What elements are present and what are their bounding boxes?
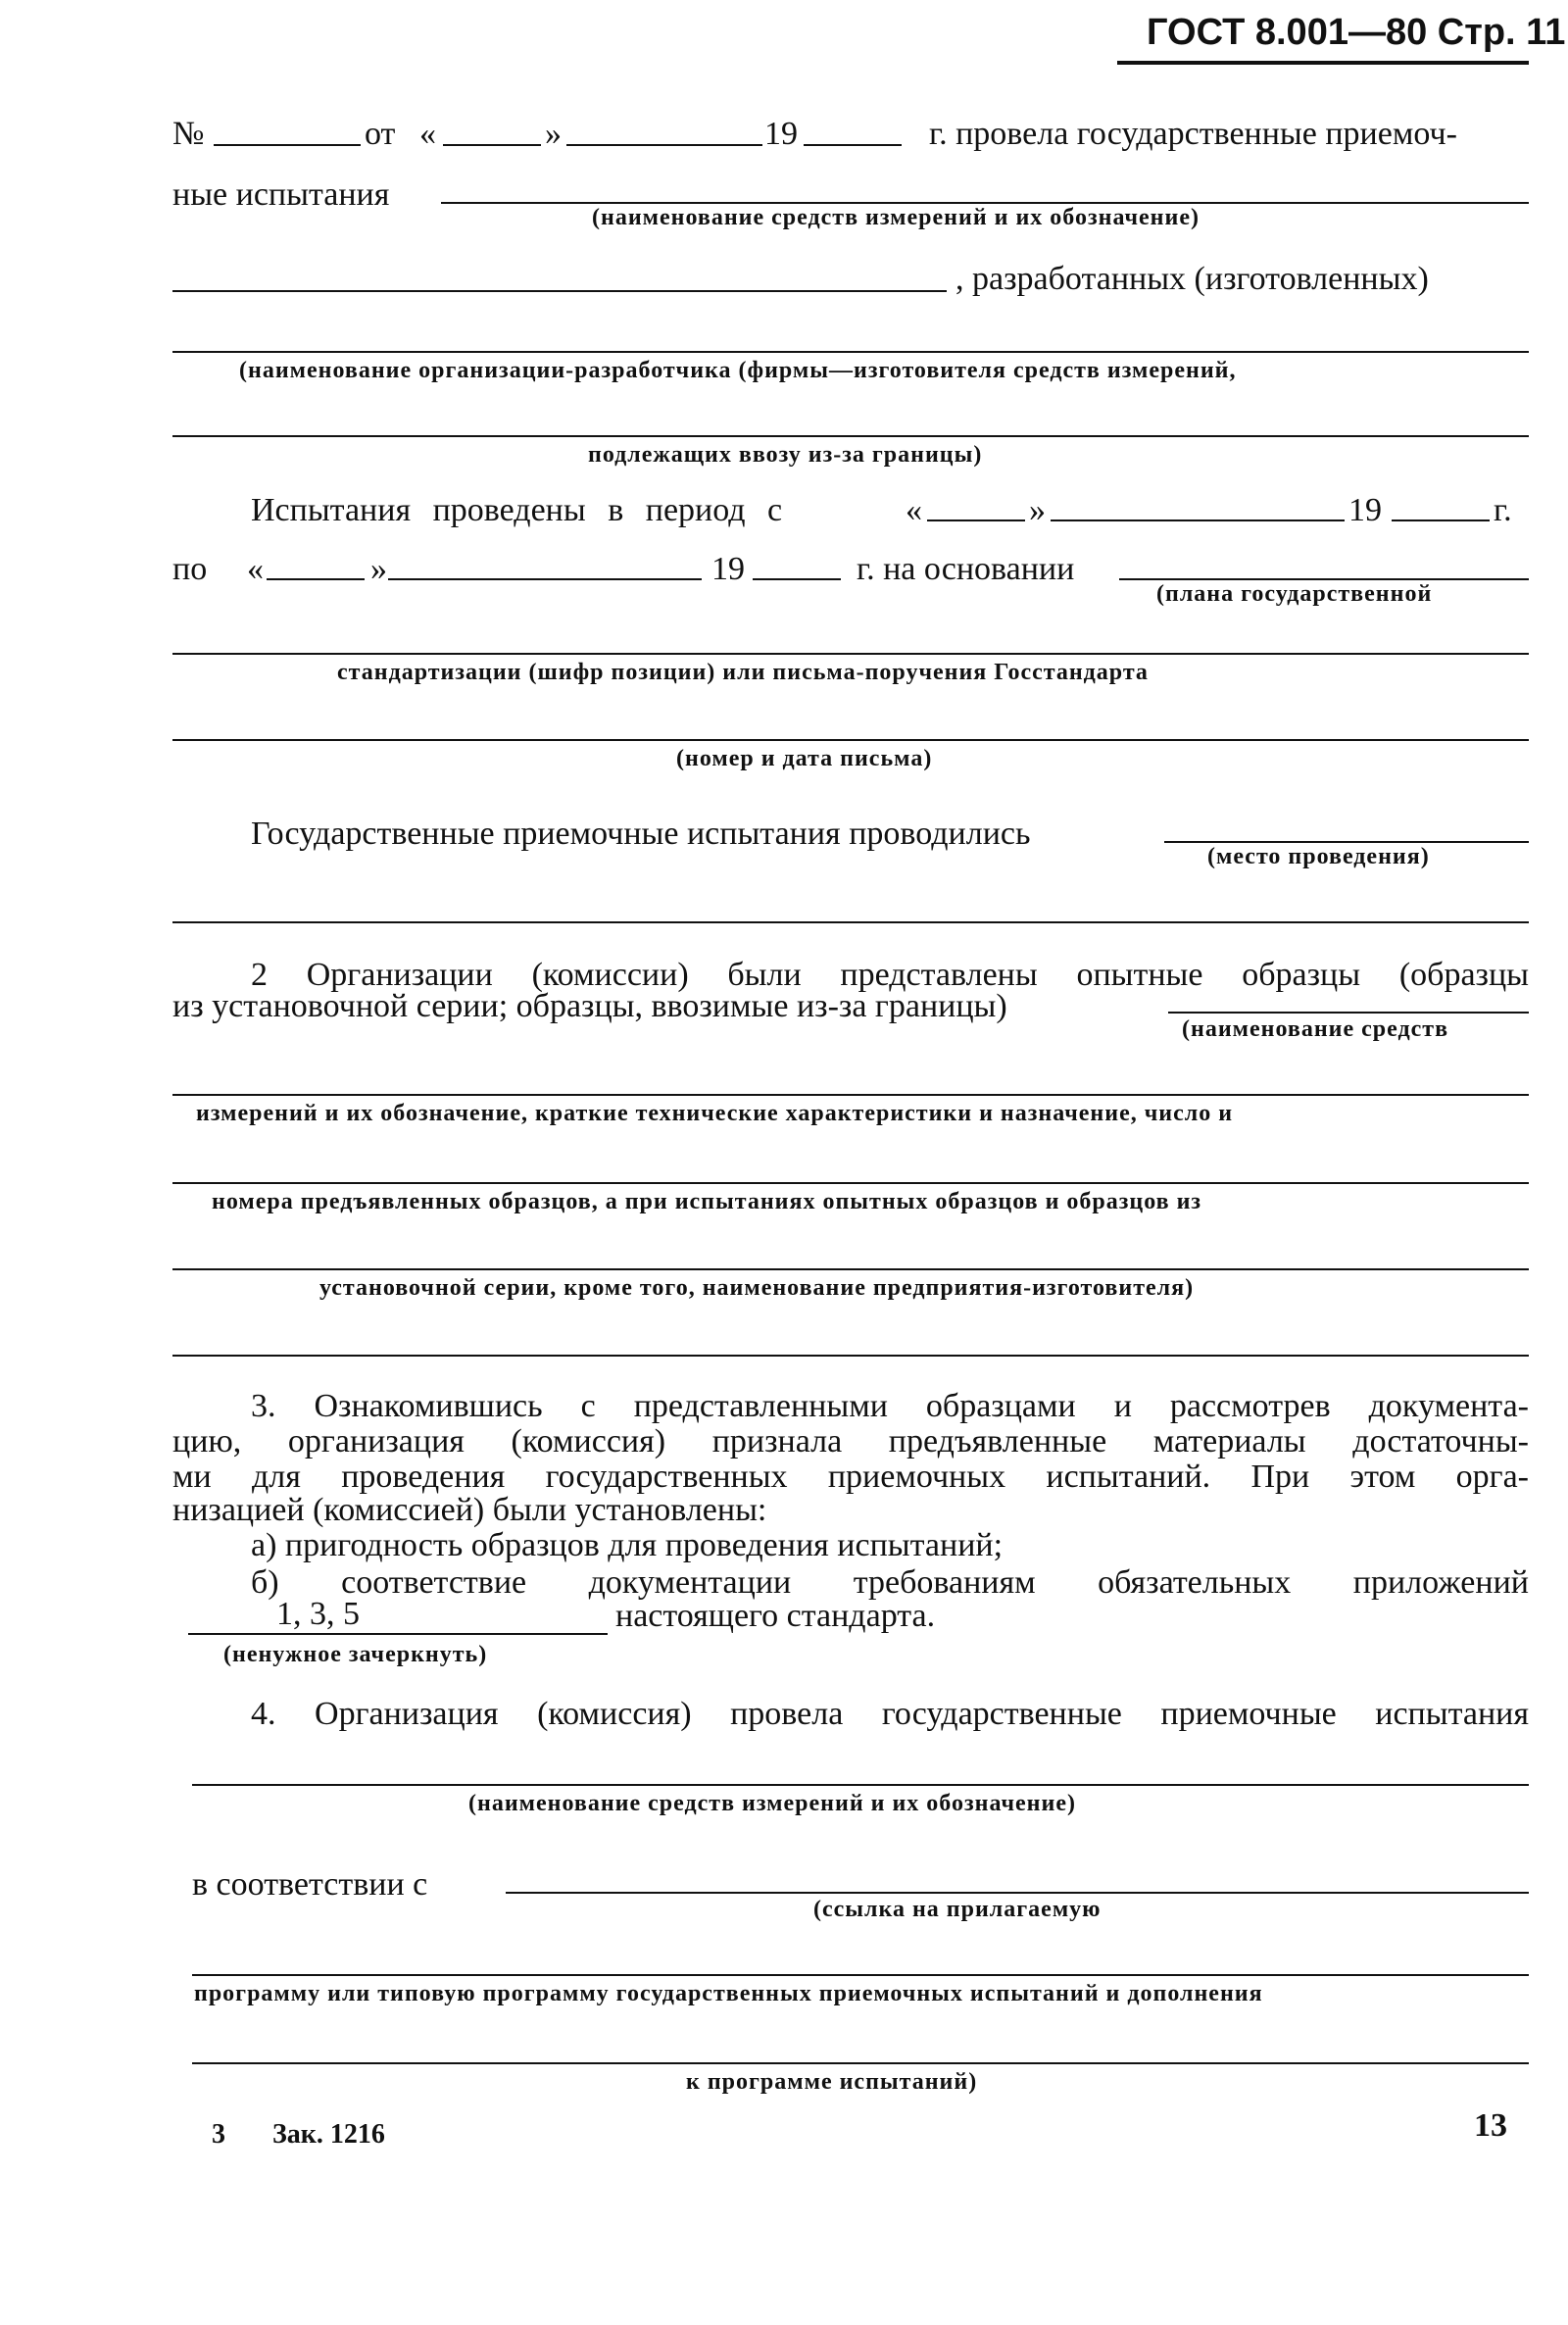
- period-text-2: г. на основании: [857, 551, 1075, 587]
- period-start-year-prefix: 19: [1348, 492, 1382, 528]
- period-text: Испытания проведены в период с: [251, 492, 783, 528]
- day-field[interactable]: [443, 144, 541, 146]
- period-start-month-field[interactable]: [1051, 519, 1345, 521]
- year-prefix: 19: [764, 116, 798, 152]
- period-quote-open: «: [906, 492, 922, 528]
- program-field-3[interactable]: [192, 2062, 1529, 2064]
- samples-field[interactable]: [1168, 1012, 1529, 1014]
- page-number: 13: [1474, 2107, 1507, 2144]
- item3-point-a: а) пригодность образцов для проведения испытаний;: [251, 1527, 1004, 1563]
- samples-field-2[interactable]: [172, 1094, 1529, 1096]
- standard-text: настоящего стандарта.: [615, 1598, 936, 1634]
- header-rule: [1117, 61, 1529, 65]
- place-field[interactable]: [1164, 841, 1529, 843]
- caption-characteristics: измерений и их обозначение, краткие технические характеристики и назначение, число и: [196, 1101, 1234, 1126]
- intro-text-3: , разработанных (изготовленных): [956, 261, 1429, 297]
- caption-program-ref: (ссылка на прилагаемую: [813, 1897, 1102, 1922]
- period-end-year-field[interactable]: [753, 578, 841, 580]
- item3-line-4: низацией (комиссией) были установлены:: [172, 1492, 767, 1528]
- caption-plan: (плана государственной: [1156, 581, 1433, 607]
- caption-developer: (наименование организации-разработчика (фирмы—изготовителя средств измерений,: [239, 358, 1237, 383]
- intro-text-2: ные испытания: [172, 176, 390, 213]
- period-quote-close: »: [1029, 492, 1046, 528]
- annexes-list: 1, 3, 5: [276, 1596, 360, 1632]
- basis-field[interactable]: [1119, 578, 1529, 580]
- caption-manufacturer: установочной серии, кроме того, наименование предприятия-изготовителя): [319, 1275, 1195, 1301]
- caption-item4-instrument: (наименование средств измерений и их обозначение): [468, 1791, 1076, 1816]
- period-end-month-field[interactable]: [388, 578, 702, 580]
- caption-samples: (наименование средств: [1182, 1016, 1449, 1042]
- month-field[interactable]: [566, 144, 762, 146]
- period-g: г.: [1494, 492, 1512, 528]
- quote-close: »: [545, 116, 562, 152]
- period-end-year-prefix: 19: [711, 551, 745, 587]
- developer-field-2[interactable]: [172, 435, 1529, 437]
- item3-line-3: ми для проведения государственных приемочных испытаний. При этом орга-: [172, 1459, 1529, 1495]
- annexes-field[interactable]: [188, 1633, 608, 1635]
- footer-order-number: Зак. 1216: [272, 2119, 385, 2150]
- running-title: ГОСТ 8.001—80 Стр. 11: [1147, 12, 1566, 53]
- caption-sample-numbers: номера предъявленных образцов, а при испытаниях опытных образцов и образцов из: [212, 1189, 1202, 1214]
- caption-instrument-name: (наименование средств измерений и их обозначение): [592, 205, 1200, 230]
- item2-line-1: 2 Организации (комиссии) были представлены опытные образцы (образцы: [251, 957, 1529, 993]
- place-field-2[interactable]: [172, 921, 1529, 923]
- program-field-2[interactable]: [192, 1974, 1529, 1976]
- footer-sheet-number: 3: [212, 2119, 225, 2150]
- period-end-day-field[interactable]: [267, 578, 365, 580]
- period-quote-open-2: «: [247, 551, 264, 587]
- instrument-name-field[interactable]: [441, 202, 1529, 204]
- item4-instrument-field[interactable]: [192, 1784, 1529, 1786]
- caption-program: программу или типовую программу государственных приемочных испытаний и дополнения: [194, 1981, 1263, 2006]
- period-quote-close-2: »: [370, 551, 387, 587]
- item2-line-2: из установочной серии; образцы, ввозимые из-за границы): [172, 988, 1007, 1024]
- item3-line-2: цию, организация (комиссия) признала предъявленные материалы достаточны-: [172, 1423, 1529, 1459]
- item4-text-2: в соответствии с: [192, 1866, 428, 1903]
- instrument-name-field-2[interactable]: [172, 290, 947, 292]
- developer-field[interactable]: [172, 351, 1529, 353]
- samples-field-5[interactable]: [172, 1355, 1529, 1357]
- item3-line-1: 3. Ознакомившись с представленными образцами и рассмотрев документа-: [251, 1388, 1529, 1424]
- letter-field[interactable]: [172, 739, 1529, 741]
- number-sign: №: [172, 116, 205, 152]
- item3-point-b: б) соответствие документации требованиям обязательных приложений: [251, 1564, 1529, 1601]
- place-text: Государственные приемочные испытания проводились: [251, 816, 1031, 852]
- caption-letter: (номер и дата письма): [676, 746, 933, 771]
- period-to-label: по: [172, 551, 208, 587]
- caption-standardization: стандартизации (шифр позиции) или письма-поручения Госстандарта: [337, 660, 1149, 685]
- intro-text-1: г. провела государственные приемоч-: [929, 116, 1457, 152]
- samples-field-3[interactable]: [172, 1182, 1529, 1184]
- quote-open: «: [419, 116, 436, 152]
- program-field[interactable]: [506, 1892, 1529, 1894]
- period-start-day-field[interactable]: [927, 519, 1025, 521]
- basis-field-2[interactable]: [172, 653, 1529, 655]
- number-field[interactable]: [214, 144, 361, 146]
- samples-field-4[interactable]: [172, 1268, 1529, 1270]
- from-label: от: [365, 116, 396, 152]
- caption-place: (место проведения): [1207, 844, 1430, 869]
- item4-line-1: 4. Организация (комиссия) провела государственные приемочные испытания: [251, 1696, 1529, 1732]
- caption-program-additions: к программе испытаний): [686, 2069, 978, 2095]
- period-start-year-field[interactable]: [1392, 519, 1490, 521]
- caption-strike-out: (ненужное зачеркнуть): [223, 1642, 488, 1667]
- caption-import: подлежащих ввозу из-за границы): [588, 442, 983, 468]
- year-field[interactable]: [804, 144, 902, 146]
